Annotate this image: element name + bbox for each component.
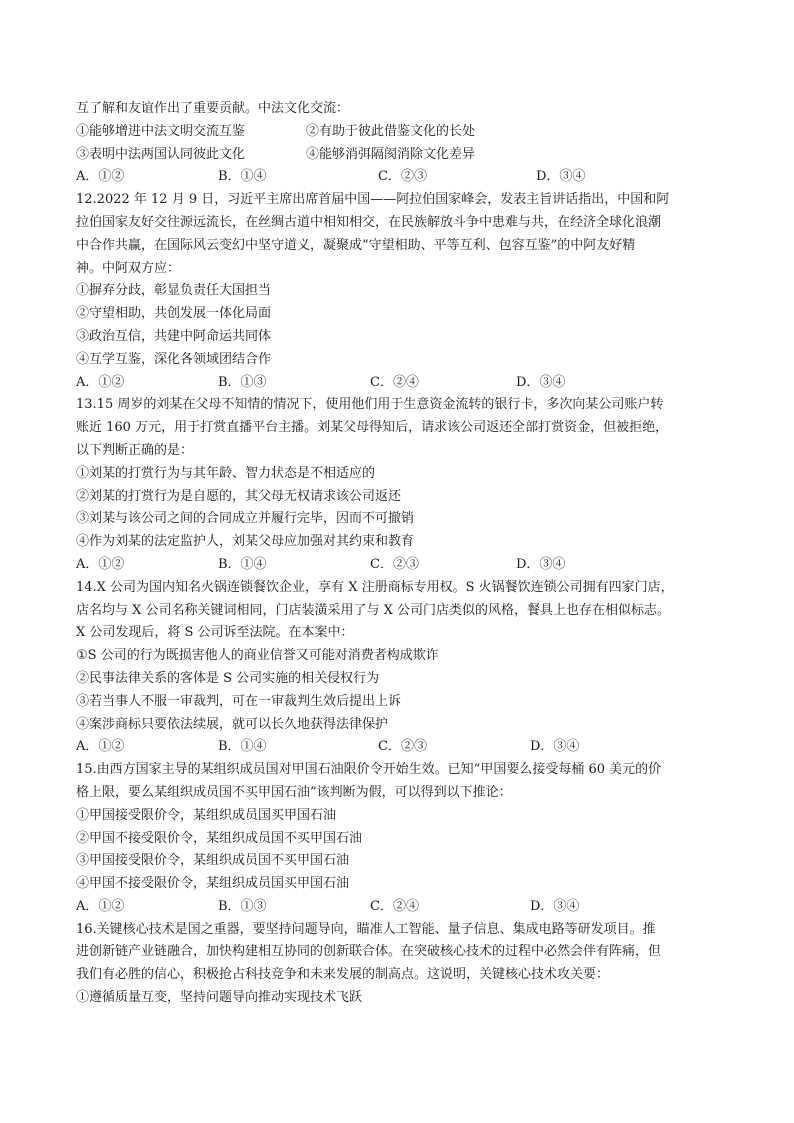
q16-stem-line-1: 16.关键核心技术是国之重器，要坚持问题导向，瞄准人工智能、量子信息、集成电路等研发项目。推 <box>76 921 656 937</box>
q15-option-1: ①甲国接受限价令，某组织成员国买甲国石油 <box>76 807 337 823</box>
q14-stem-line-1: 14.X 公司为国内知名火锅连锁餐饮企业，享有 X 注册商标专用权。S 火锅餐饮连锁公司拥有四家门店， <box>76 579 674 595</box>
q14-stem-line-3: X 公司发现后，将 S 公司诉至法院。在本案中： <box>76 625 354 641</box>
q15-stem-line-1: 15.由西方国家主导的某组织成员国对甲国石油限价令开始生效。已知“甲国要么接受每桶 60 美元的价 <box>76 762 662 778</box>
q12-stem-line-2: 拉伯国家友好交往源远流长，在丝绸古道中相知相交，在民族解放斗争中患难与共，在经济全球化浪潮 <box>76 214 662 230</box>
q11-choice-a: A．①② <box>76 169 125 185</box>
q13-stem-line-1: 13.15 周岁的刘某在父母不知情的情况下，使用他们用于生意资金流转的银行卡，多次向某公司账户转 <box>76 397 664 413</box>
q12-option-2: ②守望相助，共创发展一体化局面 <box>76 306 272 322</box>
q14-choices <box>76 736 726 759</box>
q13-choice-b: B．①④ <box>218 556 267 572</box>
q11-options-row-1 <box>76 121 726 144</box>
q11-choice-b: B．①④ <box>218 169 267 185</box>
exam-page <box>76 98 726 1010</box>
q12-stem-line-3: 中合作共赢，在国际风云变幻中坚守道义，凝聚成“守望相助、平等互利、包容互鉴”的中阿友好精 <box>76 237 636 253</box>
q11-stem: 互了解和友谊作出了重要贡献。中法文化交流： <box>76 101 350 116</box>
q14-option-2: ②民事法律关系的客体是 S 公司实施的相关侵权行为 <box>76 670 380 686</box>
q15-option-3: ③甲国接受限价令，某组织成员国不买甲国石油 <box>76 853 350 869</box>
q15-choice-d: D．③④ <box>530 898 580 914</box>
q16-stem-line-3: 我们有必胜的信心，积极抢占科技竞争和未来发展的制高点。这说明，关键核心技术攻关要： <box>76 967 610 983</box>
q11-option-3: ③表明中法两国认同彼此文化 <box>76 146 246 162</box>
q12-choice-b: B．①③ <box>218 374 267 390</box>
q11-option-1: ①能够增进中法文明交流互鉴 <box>76 123 246 139</box>
q14-option-3: ③若当事人不服一审裁判，可在一审裁判生效后提出上诉 <box>76 693 402 709</box>
q12-choice-d: D．③④ <box>516 374 566 390</box>
q13-stem-line-2: 账近 160 万元，用于打赏直播平台主播。刘某父母得知后，请求该公司返还全部打赏资金，但被拒绝， <box>76 420 669 436</box>
q13-option-1: ①刘某的打赏行为与其年龄、智力状态是不相适应的 <box>76 465 376 481</box>
q15-option-4: ④甲国不接受限价令，某组织成员国买甲国石油 <box>76 876 350 892</box>
q13-choices <box>76 554 726 577</box>
q12-option-1: ①摒弃分歧，彰显负责任大国担当 <box>76 283 272 299</box>
q13-choice-d: D．③④ <box>516 556 566 572</box>
q11-options-row-2 <box>76 144 726 167</box>
q16-option-1: ①遵循质量互变，坚持问题导向推动实现技术飞跃 <box>76 990 363 1006</box>
q13-option-3: ③刘某与该公司之间的合同成立并履行完毕，因而不可撤销 <box>76 511 415 527</box>
q14-choice-a: A．①② <box>76 739 125 755</box>
q11-option-4: ④能够消弭隔阂消除文化差异 <box>306 146 476 162</box>
q14-option-1: ①S 公司的行为既损害他人的商业信誉又可能对消费者构成欺诈 <box>76 648 439 664</box>
q12-option-4: ④互学互鉴，深化各领域团结合作 <box>76 351 272 367</box>
q16-stem-line-2: 进创新链产业链融合，加快构建相互协同的创新联合体。在突破核心技术的过程中必然会伴有阵痛，但 <box>76 944 662 960</box>
q12-choices <box>76 372 726 395</box>
q11-choice-c: C．②③ <box>378 169 427 185</box>
q14-choice-d: D．③④ <box>530 739 580 755</box>
q15-option-2: ②甲国不接受限价令，某组织成员国不买甲国石油 <box>76 830 363 846</box>
q12-stem-line-1: 12.2022 年 12 月 9 日，习近平主席出席首届中国——阿拉伯国家峰会，发表主旨讲话指出，中国和阿 <box>76 192 670 208</box>
q13-choice-c: C．②③ <box>370 556 419 572</box>
q11-choices <box>76 166 726 189</box>
q14-option-4: ④案涉商标只要依法续展，就可以长久地获得法律保护 <box>76 716 389 732</box>
q11-choice-d: D．③④ <box>536 169 586 185</box>
q14-choice-c: C．②③ <box>378 739 427 755</box>
q14-choice-b: B．①④ <box>218 739 267 755</box>
q14-stem-line-2: 店名均与 X 公司名称关键词相同，门店装潢采用了与 X 公司门店类似的风格，餐具上也存在相似标志。 <box>76 602 671 618</box>
q13-stem-line-3: 以下判断正确的是： <box>76 442 194 458</box>
q15-choices <box>76 896 726 919</box>
q12-stem-line-4: 神。中阿双方应： <box>76 260 181 276</box>
q12-choice-c: C．②④ <box>370 374 419 390</box>
q13-option-4: ④作为刘某的法定监护人，刘某父母应加强对其约束和教育 <box>76 534 415 550</box>
q15-stem-line-2: 格上限，要么某组织成员国不买甲国石油”该判断为假，可以得到以下推论： <box>76 784 512 800</box>
q11-option-2: ②有助于彼此借鉴文化的长处 <box>306 123 476 139</box>
q15-choice-b: B．①③ <box>218 898 267 914</box>
q15-choice-a: A．①② <box>76 898 125 914</box>
q12-option-3: ③政治互信，共建中阿命运共同体 <box>76 328 272 344</box>
q13-choice-a: A．①② <box>76 556 125 572</box>
q12-choice-a: A．①② <box>76 374 125 390</box>
q15-choice-c: C．②④ <box>370 898 419 914</box>
q13-option-2: ②刘某的打赏行为是自愿的，其父母无权请求该公司返还 <box>76 488 402 504</box>
